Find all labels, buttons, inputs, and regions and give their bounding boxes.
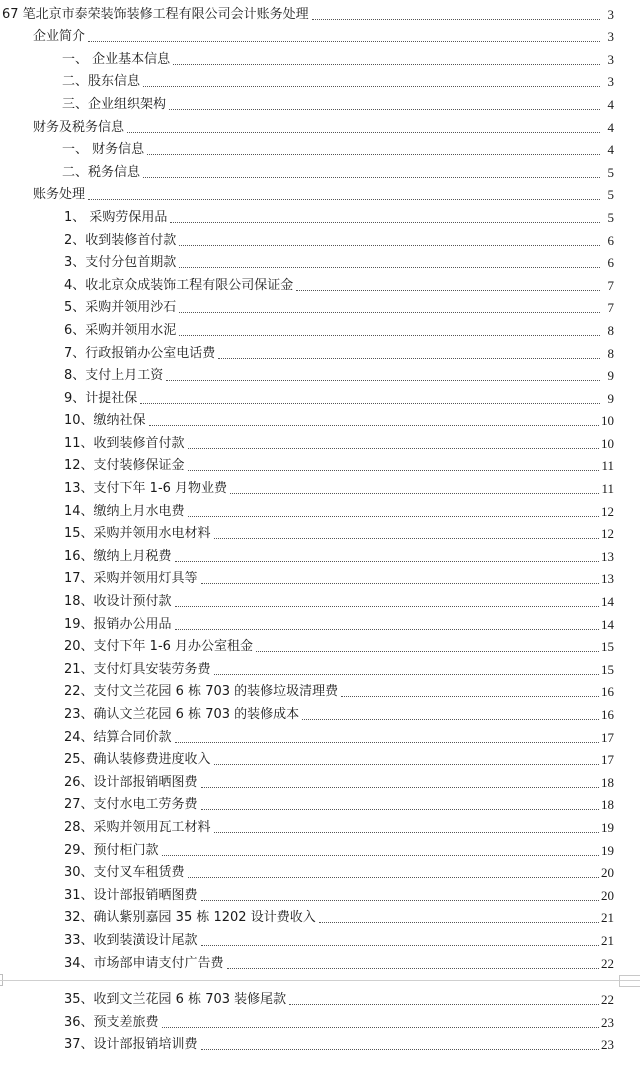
dot-leader [175,605,599,607]
dot-leader [256,650,599,652]
toc-transaction-entry[interactable] [0,522,640,545]
toc-entry-title: 67 笔北京市泰荣装饰装修工程有限公司会计账务处理 [2,6,309,22]
toc-transaction-entry[interactable] [0,951,640,974]
toc-section-entry[interactable] [0,183,640,206]
dot-leader [341,695,599,697]
toc-entry-page-number: 14 [601,616,614,632]
toc-entry-page-number: 17 [601,752,614,768]
toc-transaction-entry[interactable] [0,228,640,251]
dot-leader [88,198,600,200]
dot-leader [201,1048,599,1050]
dot-leader [296,289,600,291]
dot-leader [127,131,600,133]
toc-entry-page-number: 13 [601,571,614,587]
toc-entry-title: 22、支付文兰花园 6 栋 703 的装修垃圾清理费 [64,684,339,700]
dot-leader [319,921,599,923]
dot-leader [179,334,600,336]
dot-leader [179,266,600,268]
toc-transaction-entry[interactable] [0,454,640,477]
dot-leader [166,379,600,381]
toc-entry-title: 5、采购并领用沙石 [64,300,177,316]
toc-entry-page-number: 6 [607,255,614,271]
toc-entry-title: 36、预支差旅费 [64,1014,159,1030]
dot-leader [214,763,599,765]
toc-entry-page-number: 3 [607,29,614,45]
toc-transaction-entry[interactable] [0,589,640,612]
dot-leader [162,1026,599,1028]
toc-entry-page-number: 13 [601,548,614,564]
toc-transaction-entry[interactable] [0,341,640,364]
dot-leader [312,18,600,20]
dot-leader [227,967,599,969]
toc-entry-title: 28、采购并领用瓦工材料 [64,819,211,835]
dot-leader [175,741,599,743]
toc-entry-page-number: 6 [607,232,614,248]
toc-entry-title: 29、预付柜门款 [64,842,159,858]
toc-transaction-entry[interactable] [0,725,640,748]
toc-page-1 [0,2,640,974]
toc-transaction-entry[interactable] [0,544,640,567]
toc-entry-page-number: 5 [607,209,614,225]
toc-transaction-entry[interactable] [0,883,640,906]
toc-transaction-entry[interactable] [0,861,640,884]
toc-entry-title: 12、支付装修保证金 [64,458,185,474]
toc-entry-title: 4、收北京众成装饰工程有限公司保证金 [64,277,294,293]
dot-leader [173,63,600,65]
toc-entry-page-number: 3 [607,51,614,67]
dot-leader [179,311,600,313]
dot-leader [230,492,599,494]
dot-leader [289,1003,599,1005]
toc-entry-page-number: 16 [601,707,614,722]
toc-entry-title: 23、确认文兰花园 6 栋 703 的装修成本 [64,707,300,722]
toc-entry-page-number: 7 [607,300,614,316]
toc-entry-page-number: 19 [601,819,614,835]
toc-subsection-entry[interactable] [0,47,640,70]
toc-section-entry[interactable] [0,25,640,48]
toc-section-entry[interactable] [0,115,640,138]
dot-leader [88,40,600,42]
toc-entry-page-number: 4 [607,119,614,135]
toc-entry-title: 14、缴纳上月水电费 [64,503,185,519]
toc-transaction-entry[interactable] [0,251,640,274]
toc-entry-page-number: 20 [601,865,614,881]
toc-page-2 [0,988,640,1056]
dot-leader [188,447,599,449]
toc-entry-title: 账务处理 [33,187,86,203]
dot-leader [149,424,599,426]
toc-entry-title: 16、缴纳上月税费 [64,548,172,564]
toc-entry-page-number: 10 [601,413,614,429]
dot-leader [214,831,599,833]
toc-transaction-entry[interactable] [0,657,640,680]
toc-entry-page-number: 23 [601,1037,614,1053]
toc-entry-page-number: 12 [601,526,614,542]
dot-leader [143,85,600,87]
toc-entry-page-number: 9 [607,368,614,384]
toc-entry-page-number: 22 [601,992,614,1008]
toc-entry-title: 二、税务信息 [62,164,141,180]
toc-entry-title: 37、设计部报销培训费 [64,1037,198,1053]
toc-entry-title: 财务及税务信息 [33,119,125,135]
page-corner-marker-right [619,975,640,987]
toc-entry-title: 15、采购并领用水电材料 [64,526,211,542]
toc-entry-page-number: 3 [607,74,614,90]
toc-entry-page-number: 21 [601,932,614,948]
toc-transaction-entry[interactable] [0,318,640,341]
toc-entry-page-number: 17 [601,729,614,745]
toc-transaction-entry[interactable] [0,988,640,1011]
toc-subsection-entry[interactable] [0,70,640,93]
toc-transaction-entry[interactable] [0,296,640,319]
dot-leader [175,560,599,562]
table-of-contents [0,2,640,1055]
toc-transaction-entry[interactable] [0,815,640,838]
dot-leader [218,357,600,359]
dot-leader [201,944,599,946]
toc-entry-title: 2、收到装修首付款 [64,232,177,248]
toc-transaction-entry[interactable] [0,635,640,658]
toc-transaction-entry[interactable] [0,567,640,590]
dot-leader [169,108,600,110]
toc-entry-page-number: 5 [607,164,614,180]
toc-entry-page-number: 4 [607,96,614,112]
dot-leader [201,899,599,901]
toc-transaction-entry[interactable] [0,793,640,816]
toc-entry-title: 二、股东信息 [62,74,141,90]
toc-transaction-entry[interactable] [0,499,640,522]
dot-leader [214,537,599,539]
toc-entry-title: 企业简介 [33,29,86,45]
toc-transaction-entry[interactable] [0,386,640,409]
toc-transaction-entry[interactable] [0,409,640,432]
toc-entry-title: 3、支付分包首期款 [64,255,177,271]
toc-transaction-entry[interactable] [0,906,640,929]
toc-entry-title: 17、采购并领用灯具等 [64,571,198,587]
toc-entry-title: 25、确认装修费进度收入 [64,752,211,768]
toc-entry-title: 34、市场部申请支付广告费 [64,955,224,971]
toc-transaction-entry[interactable] [0,612,640,635]
toc-entry-title: 27、支付水电工劳务费 [64,797,198,813]
toc-entry-title: 20、支付下年 1-6 月办公室租金 [64,639,254,655]
toc-entry-title: 7、行政报销办公室电话费 [64,345,216,361]
toc-entry-title: 35、收到文兰花园 6 栋 703 装修尾款 [64,992,287,1008]
toc-entry-title: 6、采购并领用水泥 [64,322,177,338]
toc-entry-title: 30、支付叉车租赁费 [64,865,185,881]
page-break-separator [0,974,640,988]
toc-entry-title: 21、支付灯具安装劳务费 [64,661,211,677]
toc-entry-title: 三、企业组织架构 [62,96,167,112]
toc-entry-title: 33、收到装潢设计尾款 [64,932,198,948]
toc-entry-page-number: 5 [607,187,614,203]
toc-entry-page-number: 8 [607,322,614,338]
toc-transaction-entry[interactable] [0,273,640,296]
toc-subsection-entry[interactable] [0,160,640,183]
toc-entry-title: 13、支付下年 1-6 月物业费 [64,481,228,497]
toc-entry-page-number: 20 [601,887,614,903]
toc-entry-title: 一、 财务信息 [62,142,145,158]
toc-entry-page-number: 11 [601,458,614,474]
toc-subsection-entry[interactable] [0,92,640,115]
toc-entry-title: 一、 企业基本信息 [62,51,171,67]
toc-entry-title: 8、支付上月工资 [64,368,164,384]
toc-entry-page-number: 4 [607,142,614,158]
toc-entry-page-number: 3 [607,6,614,22]
toc-transaction-entry[interactable] [0,680,640,703]
toc-transaction-entry[interactable] [0,1033,640,1056]
toc-entry-title: 19、报销办公用品 [64,616,172,632]
dot-leader [170,221,600,223]
toc-transaction-entry[interactable] [0,748,640,771]
toc-entry-page-number: 19 [601,842,614,858]
toc-entry-title: 26、设计部报销晒图费 [64,774,198,790]
toc-entry-page-number: 15 [601,661,614,677]
toc-entry-page-number: 16 [601,684,614,700]
toc-subsection-entry[interactable] [0,138,640,161]
page-break-line [0,980,640,981]
dot-leader [201,582,599,584]
toc-transaction-entry[interactable] [0,1010,640,1033]
toc-entry-page-number: 21 [601,910,614,926]
toc-transaction-entry[interactable] [0,205,640,228]
toc-entry-title: 10、缴纳社保 [64,413,146,429]
toc-transaction-entry[interactable] [0,928,640,951]
toc-entry-page-number: 15 [601,639,614,655]
dot-leader [143,176,600,178]
toc-entry-title: 11、收到装修首付款 [64,435,185,451]
toc-transaction-entry[interactable] [0,702,640,725]
dot-leader [162,854,599,856]
dot-leader [188,469,600,471]
toc-transaction-entry[interactable] [0,364,640,387]
dot-leader [214,673,599,675]
toc-entry-page-number: 9 [607,390,614,406]
dot-leader [201,808,599,810]
toc-entry-title: 9、计提社保 [64,390,138,406]
toc-transaction-entry[interactable] [0,476,640,499]
toc-entry-page-number: 22 [601,955,614,971]
dot-leader [302,718,599,720]
toc-entry-title: 31、设计部报销晒图费 [64,887,198,903]
toc-entry-title: 18、收设计预付款 [64,594,172,610]
toc-entry-page-number: 18 [601,774,614,790]
dot-leader [140,402,600,404]
dot-leader [147,153,600,155]
toc-entry-title: 32、确认紫别嘉园 35 栋 1202 设计费收入 [64,910,316,926]
dot-leader [188,876,599,878]
toc-entry-page-number: 12 [601,503,614,519]
dot-leader [175,628,599,630]
toc-entry-page-number: 23 [601,1014,614,1030]
toc-transaction-entry[interactable] [0,770,640,793]
toc-entry-page-number: 8 [607,345,614,361]
toc-entry-title: 24、结算合同价款 [64,729,172,745]
toc-entry-page-number: 14 [601,594,614,610]
toc-entry-page-number: 10 [601,435,614,451]
toc-entry-page-number: 18 [601,797,614,813]
dot-leader [188,515,599,517]
dot-leader [201,786,599,788]
toc-entry-page-number: 7 [607,277,614,293]
toc-entry-page-number: 11 [601,481,614,497]
toc-transaction-entry[interactable] [0,431,640,454]
toc-transaction-entry[interactable] [0,838,640,861]
toc-entry-title: 1、 采购劳保用品 [64,209,168,225]
dot-leader [179,244,600,246]
toc-document-title-entry[interactable] [0,2,640,25]
